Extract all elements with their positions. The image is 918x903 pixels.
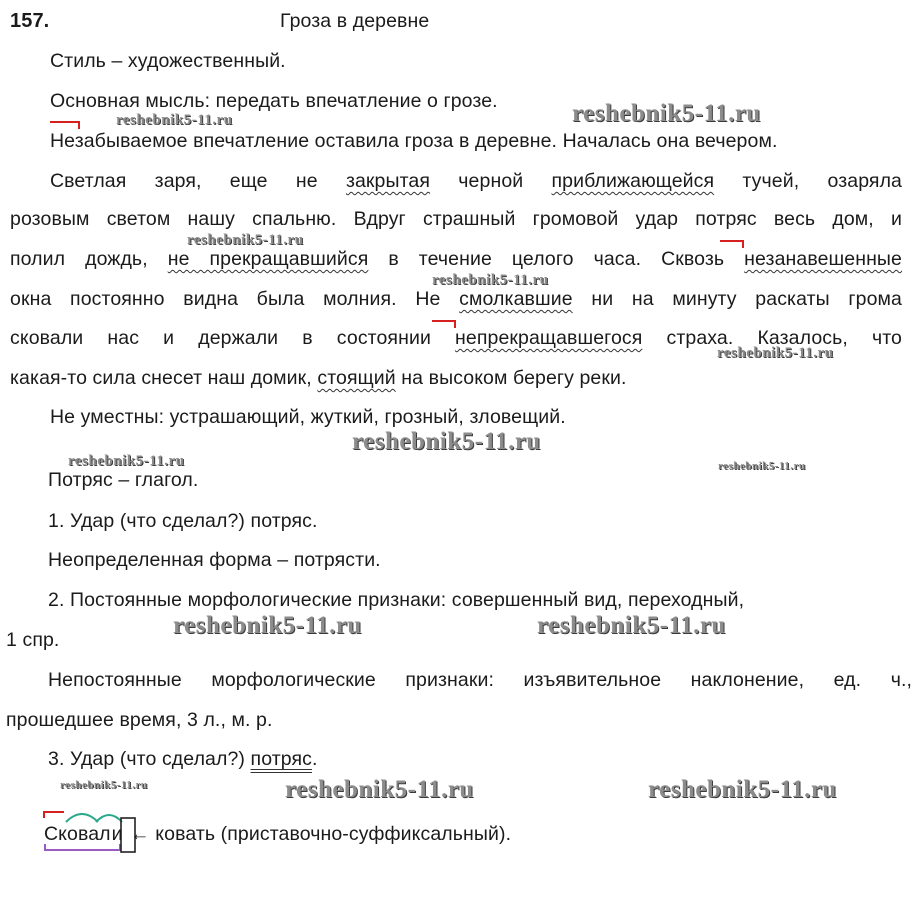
- text-fragment: полил дождь,: [10, 248, 168, 270]
- text-fragment: 3. Удар (что сделал?): [48, 748, 251, 770]
- prefix-mark-icon: [44, 812, 64, 818]
- page-title: Гроза в деревне: [280, 10, 430, 32]
- text-line: [10, 366, 627, 390]
- watermark: reshebnik5-11.ru: [68, 453, 185, 469]
- text-fragment: .: [312, 748, 318, 770]
- nonconst-line-cont: прошедшее время, 3 л., м. р.: [6, 709, 273, 731]
- exercise-number: 157.: [10, 10, 50, 32]
- text-fragment: страха. Казалось, что: [642, 327, 903, 349]
- watermark: reshebnik5-11.ru: [572, 100, 761, 127]
- derivation-text: ← ковать (приставочно-суффиксальный).: [124, 823, 512, 845]
- text-fragment: какая-то сила снесет наш домик,: [10, 367, 318, 389]
- watermark: reshebnik5-11.ru: [60, 779, 148, 791]
- infinitive-line: Неопределенная форма – потрясти.: [48, 549, 381, 571]
- participle-word: приближающейся: [551, 170, 715, 192]
- word-formation-line: [44, 822, 511, 846]
- participle-word: непрекращавшегося: [455, 327, 643, 349]
- word-ending: и: [111, 823, 123, 845]
- step-1-line: 1. Удар (что сделал?) потряс.: [48, 510, 318, 532]
- participle-word: не прекращавшийся: [167, 248, 369, 270]
- text-fragment: на высоком берегу реки.: [395, 367, 627, 389]
- text-fragment: черной: [430, 170, 552, 192]
- style-line: Стиль – художественный.: [50, 50, 286, 72]
- text-line: [10, 247, 902, 271]
- text-fragment: окна постоянно видна была молния. Не: [10, 288, 460, 310]
- participle-word: незанавешенные: [744, 248, 902, 270]
- text-line: розовым светом нашу спальню. Вдруг страшный громовой удар потряс весь дом, и: [10, 208, 902, 230]
- main-idea-line: Основная мысль: передать впечатление о грозе.: [50, 90, 498, 112]
- text-line: [50, 169, 902, 193]
- watermark: reshebnik5-11.ru: [173, 612, 362, 639]
- prefix-mark: [50, 121, 80, 129]
- watermark: reshebnik5-11.ru: [537, 612, 726, 639]
- watermark: reshebnik5-11.ru: [718, 460, 806, 472]
- nonconst-line: Непостоянные морфологические признаки: изъявительное наклонение, ед. ч.,: [48, 669, 912, 691]
- watermark: reshebnik5-11.ru: [648, 776, 837, 803]
- step-3-line: [48, 747, 318, 771]
- participle-word: стоящий: [317, 367, 396, 389]
- suffix-arc-icon: [66, 814, 98, 822]
- watermark: reshebnik5-11.ru: [116, 112, 233, 128]
- text-paragraph-1: Незабываемое впечатление оставила гроза в деревне. Началась она вечером.: [50, 130, 778, 152]
- participle-word: смолкавшие: [459, 288, 573, 310]
- suffix-arc-icon: [96, 815, 122, 822]
- text-line: [10, 287, 902, 311]
- watermark: reshebnik5-11.ru: [285, 776, 474, 803]
- verb-line: Потряс – глагол.: [48, 469, 199, 491]
- text-fragment: в течение целого часа. Сквозь: [368, 248, 745, 270]
- watermark: reshebnik5-11.ru: [432, 272, 549, 288]
- text-fragment: сковали нас и держали в состоянии: [10, 327, 456, 349]
- watermark: reshebnik5-11.ru: [352, 428, 541, 455]
- text-fragment: Светлая заря, еще не: [50, 170, 346, 192]
- watermark: reshebnik5-11.ru: [187, 232, 304, 248]
- text-fragment: ни на минуту раскаты грома: [572, 288, 902, 310]
- text-fragment: тучей, озаряла: [714, 170, 903, 192]
- step-2-line-cont: 1 спр.: [6, 629, 60, 651]
- participle-word: закрытая: [345, 170, 431, 192]
- not-fit-line: Не уместны: устрашающий, жуткий, грозный, зловещий.: [50, 406, 566, 428]
- watermark: reshebnik5-11.ru: [717, 345, 834, 361]
- analyzed-word: Сковал: [44, 823, 111, 845]
- predicate-word: потряс: [250, 748, 312, 770]
- step-2-line: 2. Постоянные морфологические признаки: совершенный вид, переходный,: [48, 589, 745, 611]
